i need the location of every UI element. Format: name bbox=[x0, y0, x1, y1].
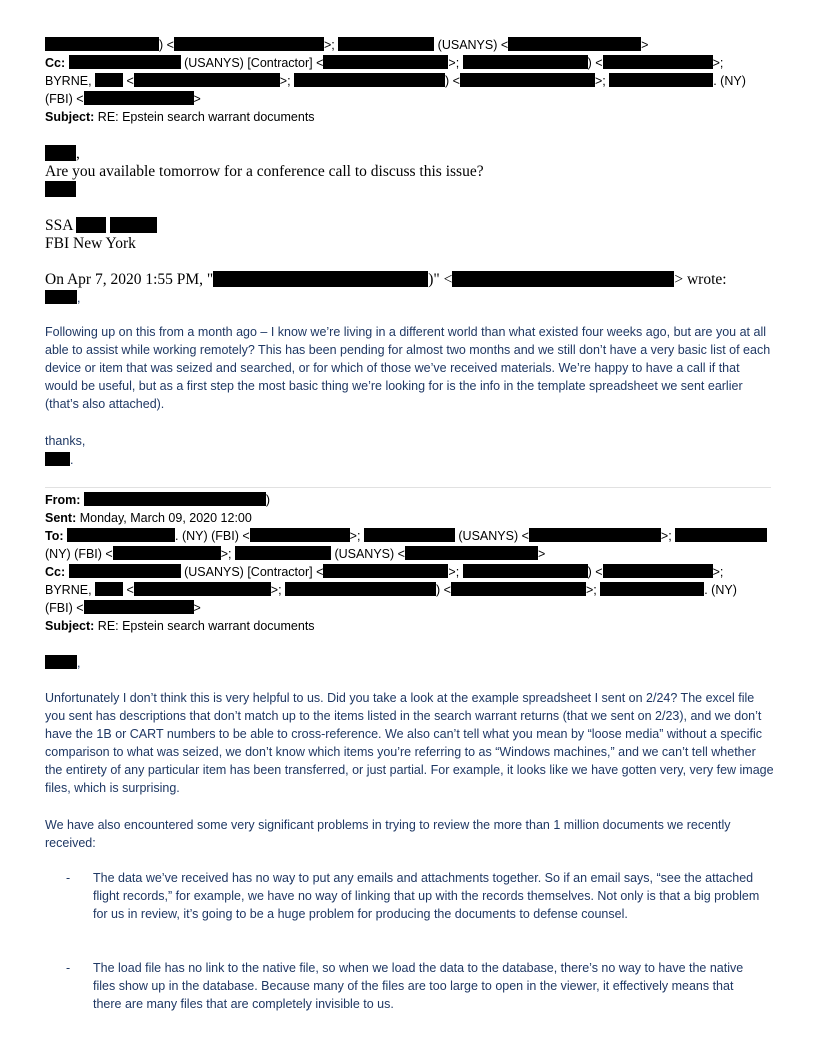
redaction bbox=[460, 73, 595, 87]
redaction bbox=[600, 582, 704, 596]
redaction bbox=[285, 582, 436, 596]
header2-subject bbox=[45, 617, 315, 635]
header2-to: To: . (NY) (FBI) < >; (USANYS) < >; bbox=[45, 527, 767, 545]
header1-line1: ) < >; (USANYS) < > bbox=[45, 36, 648, 54]
redaction bbox=[134, 582, 271, 596]
bullet-dash: - bbox=[66, 871, 71, 885]
redaction bbox=[463, 55, 588, 69]
sent-label: Sent: bbox=[45, 511, 77, 525]
header2-cc-line2: BYRNE, < >; ) < >; . (NY) bbox=[45, 583, 737, 597]
bullet-text: The load file has no link to the native file, so when we load the data to the database, there’s no way to have the native files show up in the database. Because many of the files are too large to open in the viewer, it effectively means that there are many files that are completely invisible to us. bbox=[93, 961, 744, 1011]
redaction bbox=[603, 55, 713, 69]
signature-office: FBI New York bbox=[45, 235, 136, 252]
email2-paragraph-1: Unfortunately I don’t think this is very helpful to us. Did you take a look at the example spreadsheet I sent on 2/24? The excel file you sent has descriptions that don’t match up to the items listed in the search warrant returns (that we sent on 2/23), and we don’t have the 1B or CART numbers to be able to cross-reference. We also can’t tell what you mean by “loose media” without a specific comparison to what was seized, we don’t know which items you’re referring to as “Windows machines,” and we can’t tell whether the entirety of any particular item has been transferred, or just partial. For example, it looks like we have gotten very, very few image files, which is surprising. bbox=[45, 691, 774, 795]
redaction bbox=[529, 528, 661, 542]
from-label: From: bbox=[45, 493, 81, 507]
cc-label: Cc: bbox=[45, 56, 66, 70]
redaction bbox=[95, 73, 123, 87]
redaction bbox=[45, 290, 77, 304]
redaction bbox=[213, 271, 428, 287]
redaction bbox=[67, 528, 175, 542]
redaction bbox=[45, 37, 159, 51]
redaction bbox=[69, 564, 181, 578]
subject-label: Subject: bbox=[45, 110, 95, 124]
redaction bbox=[452, 271, 674, 287]
bullet-dash: - bbox=[66, 961, 71, 975]
subject-label: Subject: bbox=[45, 619, 95, 633]
to-label: To: bbox=[45, 529, 64, 543]
header1-cc-line2: BYRNE, < >; ) < >; . (NY) bbox=[45, 74, 746, 88]
quote-paragraph: Following up on this from a month ago – I know we’re living in a different world than what existed four weeks ago, but are you at all able to assist while working remotely? This has been pending for almost two months and we still don’t have a very basic list of each device or item that was seized and searched, or for which of those we’ve received materials. We’re happy to have a call if that would be useful, but as a first step the most basic thing we’re looking for is the info in the template spreadsheet we sent earlier (that’s also attached). bbox=[45, 325, 771, 411]
header1-cc: Cc: (USANYS) [Contractor] < >; ) < >; bbox=[45, 56, 724, 70]
reply-greeting: , bbox=[45, 145, 80, 163]
redaction bbox=[675, 528, 767, 542]
redaction bbox=[294, 73, 445, 87]
redaction bbox=[174, 37, 324, 51]
redaction bbox=[250, 528, 350, 542]
quote-thanks: thanks, bbox=[45, 434, 86, 448]
redaction bbox=[451, 582, 586, 596]
redaction bbox=[323, 564, 448, 578]
redaction bbox=[134, 73, 280, 87]
redaction bbox=[110, 217, 157, 233]
redaction bbox=[364, 528, 455, 542]
signature-title: SSA bbox=[45, 217, 157, 235]
redaction bbox=[603, 564, 713, 578]
redaction bbox=[463, 564, 588, 578]
redaction bbox=[84, 492, 266, 506]
quote-signoff: . bbox=[45, 451, 73, 469]
header2-sent bbox=[45, 509, 252, 527]
redaction bbox=[69, 55, 181, 69]
header1-cc-line3: (FBI) < > bbox=[45, 92, 201, 106]
cc-label: Cc: bbox=[45, 565, 66, 579]
header2-cc-line3: (FBI) < > bbox=[45, 601, 201, 615]
redaction bbox=[113, 546, 221, 560]
reply-signature-redaction bbox=[45, 181, 76, 199]
email2-greeting: , bbox=[45, 654, 80, 672]
redaction bbox=[45, 452, 70, 466]
header2-cc: Cc: (USANYS) [Contractor] < >; ) < >; bbox=[45, 565, 724, 579]
redaction bbox=[45, 655, 77, 669]
redaction bbox=[84, 600, 194, 614]
redaction bbox=[84, 91, 194, 105]
subject-text: RE: Epstein search warrant documents bbox=[94, 110, 315, 124]
quote-intro: On Apr 7, 2020 1:55 PM, " )" < > wrote: bbox=[45, 271, 727, 288]
redaction bbox=[76, 217, 106, 233]
redaction bbox=[45, 145, 76, 161]
separator-line bbox=[45, 487, 771, 488]
redaction bbox=[235, 546, 331, 560]
header2-from: From: ) bbox=[45, 493, 271, 507]
redaction bbox=[405, 546, 538, 560]
redaction bbox=[95, 582, 123, 596]
email2-paragraph-2: We have also encountered some very significant problems in trying to review the more than 1 million documents we recently received: bbox=[45, 818, 731, 850]
redaction bbox=[609, 73, 713, 87]
reply-body: Are you available tomorrow for a conference call to discuss this issue? bbox=[45, 163, 484, 180]
redaction bbox=[338, 37, 434, 51]
sent-date: Monday, March 09, 2020 12:00 bbox=[76, 511, 252, 525]
subject-text: RE: Epstein search warrant documents bbox=[94, 619, 315, 633]
redaction bbox=[508, 37, 641, 51]
header1-subject bbox=[45, 108, 315, 126]
header2-to-line2: (NY) (FBI) < >; (USANYS) < > bbox=[45, 547, 546, 561]
bullet-text: The data we’ve received has no way to put any emails and attachments together. So if an email says, “see the attached flight records,” for example, we have no way of linking that up with the records themselves. Not only is that a big problem for us in review, it’s going to be a huge problem for producing the documents to defense counsel. bbox=[93, 871, 760, 921]
redaction bbox=[45, 181, 76, 197]
quote-greeting: , bbox=[45, 289, 80, 307]
redaction bbox=[323, 55, 448, 69]
